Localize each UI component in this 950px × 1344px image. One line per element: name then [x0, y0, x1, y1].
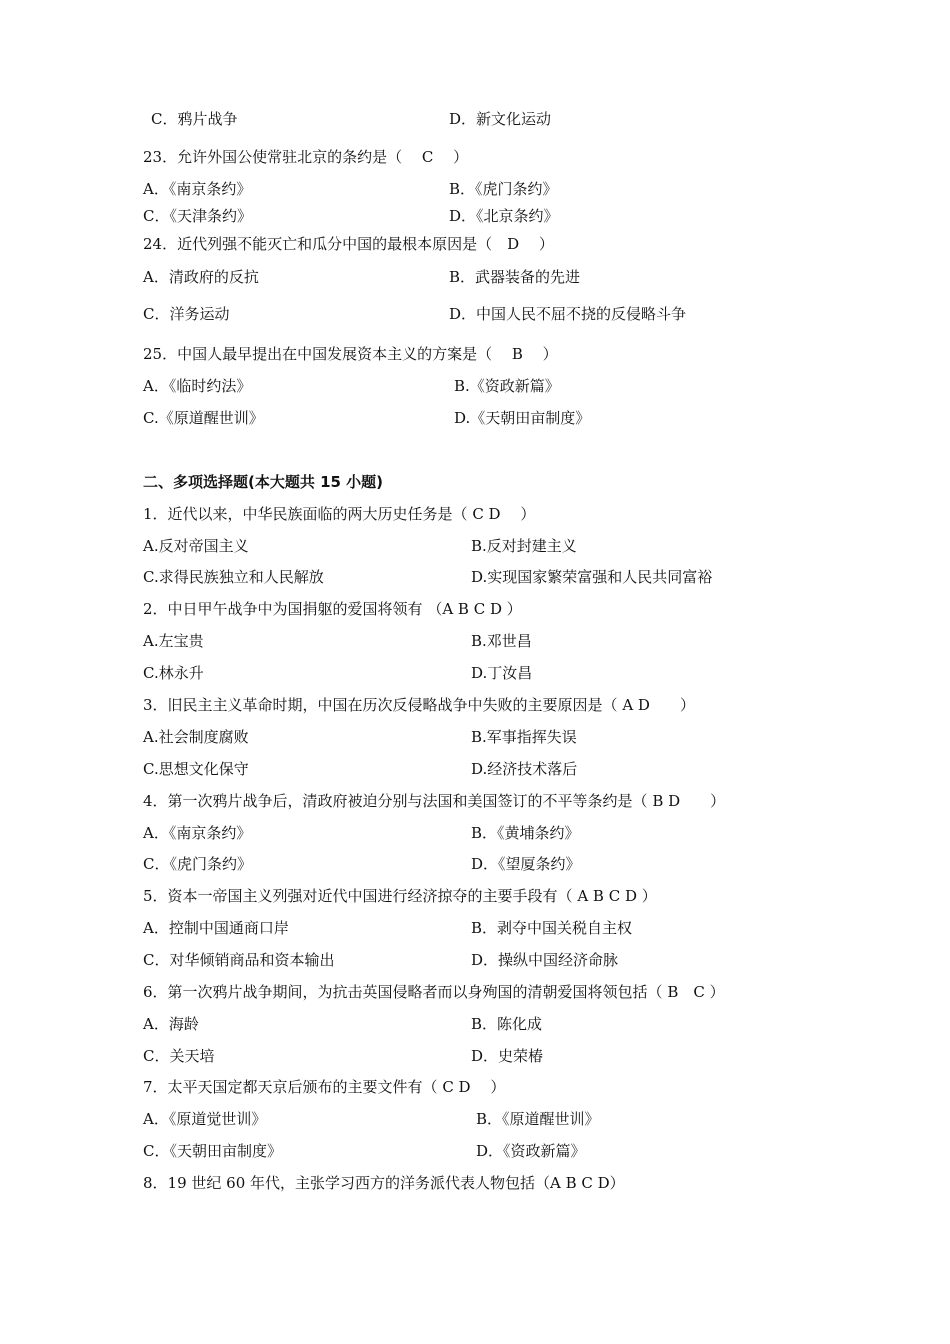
mc7-option-a: A．《原道觉世训》	[143, 1110, 267, 1128]
mc-question-5: 5．资本一帝国主义列强对近代中国进行经济掠夺的主要手段有（ A B C D ）	[143, 887, 657, 905]
mc3-option-b: B.军事指挥失误	[471, 728, 577, 746]
mc3-option-a: A.社会制度腐败	[143, 728, 249, 746]
mc-question-4: 4．第一次鸦片战争后，清政府被迫分别与法国和美国签订的不平等条约是（ B D ）	[143, 792, 726, 810]
question-24: 24．近代列强不能灭亡和瓜分中国的最根本原因是（ D ）	[143, 235, 554, 253]
q24-option-d: D．中国人民不屈不挠的反侵略斗争	[449, 305, 687, 323]
q23-option-b: B．《虎门条约》	[449, 180, 558, 198]
mc-question-2: 2．中日甲午战争中为国捐躯的爱国将领有 （A B C D ）	[143, 600, 522, 618]
mc3-option-d: D.经济技术落后	[471, 760, 578, 778]
q23-option-c: C．《天津条约》	[143, 207, 252, 225]
mc5-option-b: B．剥夺中国关税自主权	[471, 919, 633, 937]
mc1-option-b: B.反对封建主义	[471, 537, 577, 555]
mc7-option-c: C．《天朝田亩制度》	[143, 1142, 282, 1160]
q23-option-a: A．《南京条约》	[143, 180, 252, 198]
mc-question-3: 3．旧民主主义革命时期，中国在历次反侵略战争中失败的主要原因是（ A D ）	[143, 696, 695, 714]
mc5-option-a: A．控制中国通商口岸	[143, 919, 289, 937]
question-23: 23．允许外国公使常驻北京的条约是（ C ）	[143, 148, 469, 166]
q25-option-c: C.《原道醒世训》	[143, 409, 264, 427]
mc3-option-c: C.思想文化保守	[143, 760, 249, 778]
q25-option-d: D.《天朝田亩制度》	[454, 409, 591, 427]
section-title-multiple-choice: 二、多项选择题(本大题共 15 小题)	[143, 473, 384, 491]
mc6-option-c: C．关天培	[143, 1047, 215, 1065]
q24-option-b: B．武器装备的先进	[449, 268, 581, 286]
mc2-option-d: D.丁汝昌	[471, 664, 533, 682]
mc4-option-a: A．《南京条约》	[143, 824, 252, 842]
mc7-option-b: B．《原道醒世训》	[476, 1110, 600, 1128]
mc4-option-d: D．《望厦条约》	[471, 855, 581, 873]
mc6-option-d: D．史荣椿	[471, 1047, 544, 1065]
mc2-option-b: B.邓世昌	[471, 632, 532, 650]
mc-question-6: 6．第一次鸦片战争期间，为抗击英国侵略者而以身殉国的清朝爱国将领包括（ B C ）	[143, 983, 725, 1001]
q24-option-c: C．洋务运动	[143, 305, 230, 323]
mc6-option-b: B．陈化成	[471, 1015, 543, 1033]
mc6-option-a: A．海龄	[143, 1015, 199, 1033]
mc5-option-d: D．操纵中国经济命脉	[471, 951, 619, 969]
mc-question-7: 7．太平天国定都天京后颁布的主要文件有（ C D ）	[143, 1078, 506, 1096]
q25-option-a: A．《临时约法》	[143, 377, 252, 395]
mc4-option-b: B．《黄埔条约》	[471, 824, 580, 842]
q25-option-b: B.《资政新篇》	[454, 377, 560, 395]
q23-option-d: D．《北京条约》	[449, 207, 559, 225]
mc7-option-d: D．《资政新篇》	[476, 1142, 586, 1160]
mc-question-1: 1．近代以来，中华民族面临的两大历史任务是（ C D ）	[143, 505, 536, 523]
question-25: 25．中国人最早提出在中国发展资本主义的方案是（ B ）	[143, 345, 558, 363]
mc1-option-c: C.求得民族独立和人民解放	[143, 568, 324, 586]
option-d-new-culture: D．新文化运动	[449, 110, 552, 128]
mc2-option-c: C.林永升	[143, 664, 204, 682]
mc5-option-c: C．对华倾销商品和资本输出	[143, 951, 335, 969]
option-c-opium-war: C．鸦片战争	[151, 110, 238, 128]
mc1-option-d: D.实现国家繁荣富强和人民共同富裕	[471, 568, 713, 586]
q24-option-a: A．清政府的反抗	[143, 268, 259, 286]
mc2-option-a: A.左宝贵	[143, 632, 204, 650]
mc-question-8: 8．19 世纪 60 年代，主张学习西方的洋务派代表人物包括（A B C D）	[143, 1174, 625, 1192]
mc1-option-a: A.反对帝国主义	[143, 537, 249, 555]
mc4-option-c: C．《虎门条约》	[143, 855, 252, 873]
